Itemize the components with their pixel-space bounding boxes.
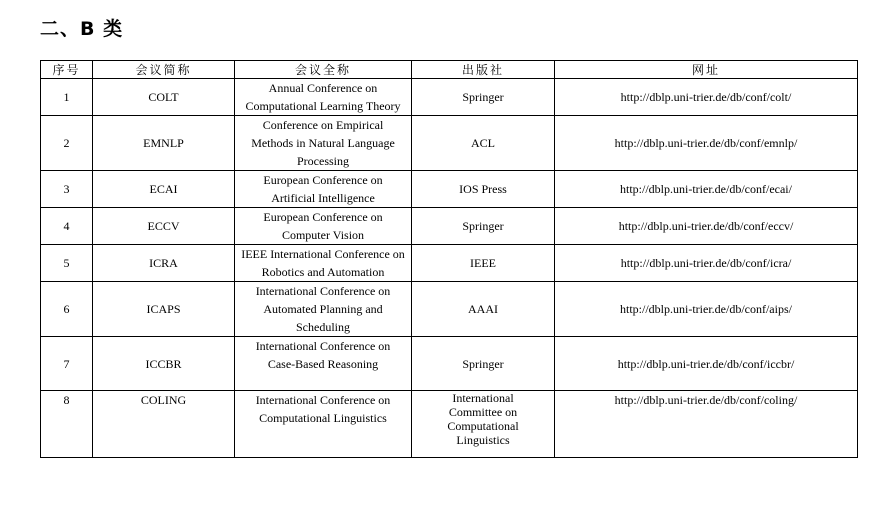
full-name-line: European Conference on — [263, 210, 383, 224]
conference-table — [40, 60, 858, 458]
cell-full-name — [235, 245, 412, 282]
full-name-line: Artificial Intelligence — [271, 191, 375, 205]
cell-no: 1 — [41, 79, 93, 116]
table-row — [41, 171, 858, 208]
cell-url: http://dblp.uni-trier.de/db/conf/ecai/ — [555, 171, 858, 208]
full-name-line: Automated Planning and — [263, 302, 383, 316]
cell-publisher: Springer — [412, 337, 555, 391]
table-row — [41, 245, 858, 282]
cell-publisher: IEEE — [412, 245, 555, 282]
publisher-line: Linguistics — [456, 433, 510, 447]
cell-abbr: ICCBR — [93, 337, 235, 391]
full-name-line: Computer Vision — [281, 228, 365, 242]
cell-no: 5 — [41, 245, 93, 282]
full-name-line: Computational Linguistics — [259, 411, 387, 425]
full-name-line: Computational Learning Theory — [245, 99, 401, 113]
full-name-line: Methods in Natural Language — [251, 136, 395, 150]
full-name-line: Processing — [297, 154, 349, 168]
cell-url: http://dblp.uni-trier.de/db/conf/iccbr/ — [555, 337, 858, 391]
table-row — [41, 337, 858, 391]
cell-publisher: AAAI — [412, 282, 555, 337]
table-row — [41, 208, 858, 245]
section-title: 二、B 类 — [40, 18, 124, 40]
cell-no: 4 — [41, 208, 93, 245]
publisher-line: International — [452, 391, 514, 405]
cell-full-name — [235, 282, 412, 337]
cell-publisher: Springer — [412, 208, 555, 245]
cell-url: http://dblp.uni-trier.de/db/conf/aips/ — [555, 282, 858, 337]
cell-abbr: COLING — [93, 391, 235, 458]
cell-url: http://dblp.uni-trier.de/db/conf/emnlp/ — [555, 116, 858, 171]
cell-url: http://dblp.uni-trier.de/db/conf/eccv/ — [555, 208, 858, 245]
table-header-row — [41, 61, 858, 79]
cell-full-name — [235, 391, 412, 458]
publisher-line: Computational — [447, 419, 519, 433]
header-full-name: 会议全称 — [235, 61, 412, 79]
table-row — [41, 116, 858, 171]
cell-url: http://dblp.uni-trier.de/db/conf/coling/ — [555, 391, 858, 458]
cell-publisher: Springer — [412, 79, 555, 116]
full-name-line: European Conference on — [263, 173, 383, 187]
full-name-line: Scheduling — [296, 320, 350, 334]
cell-full-name — [235, 116, 412, 171]
header-abbr: 会议简称 — [93, 61, 235, 79]
cell-no: 6 — [41, 282, 93, 337]
cell-abbr: ECCV — [93, 208, 235, 245]
cell-no: 8 — [41, 391, 93, 458]
full-name-line: IEEE International Conference on — [241, 247, 405, 261]
cell-publisher: ACL — [412, 116, 555, 171]
header-publisher: 出版社 — [412, 61, 555, 79]
cell-abbr: COLT — [93, 79, 235, 116]
full-name-line: International Conference on — [255, 284, 391, 298]
full-name-line: Robotics and Automation — [261, 265, 385, 279]
cell-no: 7 — [41, 337, 93, 391]
table-row — [41, 79, 858, 116]
table-row — [41, 282, 858, 337]
cell-full-name — [235, 79, 412, 116]
cell-abbr: EMNLP — [93, 116, 235, 171]
cell-url: http://dblp.uni-trier.de/db/conf/icra/ — [555, 245, 858, 282]
cell-publisher: IOS Press — [412, 171, 555, 208]
full-name-line: Annual Conference on — [268, 81, 378, 95]
full-name-line: Case-Based Reasoning — [267, 357, 379, 371]
cell-no: 3 — [41, 171, 93, 208]
table-row — [41, 391, 858, 458]
header-no: 序号 — [41, 61, 93, 79]
cell-full-name — [235, 337, 412, 391]
header-url: 网址 — [555, 61, 858, 79]
cell-abbr: ICRA — [93, 245, 235, 282]
full-name-line: International Conference on — [255, 393, 391, 407]
cell-publisher — [412, 391, 555, 458]
cell-abbr: ICAPS — [93, 282, 235, 337]
cell-no: 2 — [41, 116, 93, 171]
full-name-line: International Conference on — [255, 339, 391, 353]
cell-abbr: ECAI — [93, 171, 235, 208]
cell-url: http://dblp.uni-trier.de/db/conf/colt/ — [555, 79, 858, 116]
cell-full-name — [235, 208, 412, 245]
publisher-line: Committee on — [448, 405, 518, 419]
cell-full-name — [235, 171, 412, 208]
full-name-line: Conference on Empirical — [262, 118, 384, 132]
